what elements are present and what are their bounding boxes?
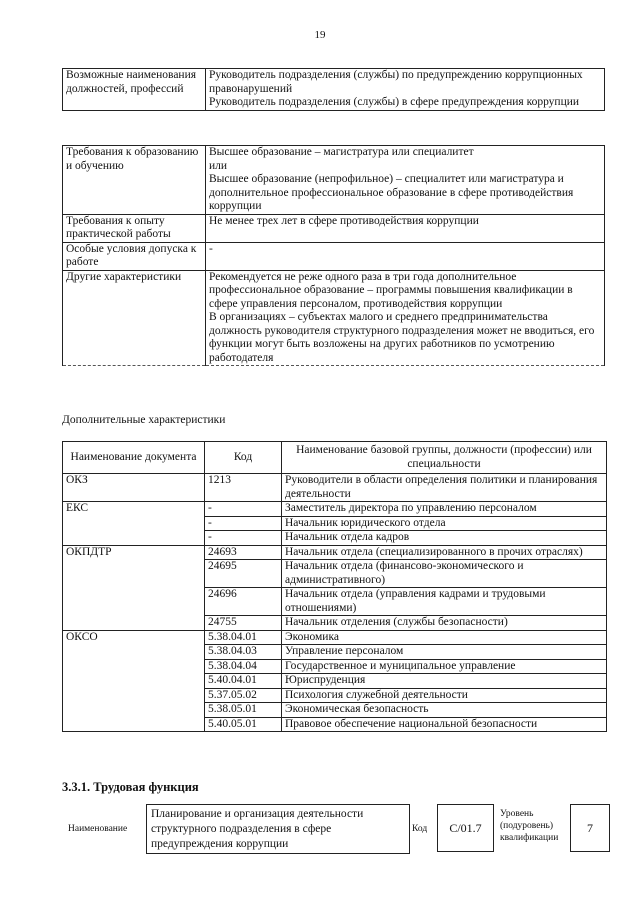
position-item: Руководитель подразделения (службы) по предупреждению коррупционных правонарушений: [209, 69, 583, 95]
header-name: Наименование базовой группы, должности (профессии) или специальности: [282, 442, 607, 474]
position-item: Руководитель подразделения (службы) в сфере предупреждения коррупции: [209, 96, 580, 108]
name-cell: Начальник отдела кадров: [282, 531, 607, 546]
req-line: Высшее образование – магистратура или специалитет: [209, 146, 474, 158]
req-line: В организациях – субъектах малого и среднего предпринимательства должность руководителя структурного подразделения может не вводиться, его функции могут быть возложены на других работников по усмотрению работодателя: [209, 311, 595, 364]
table-row: [63, 474, 607, 502]
req-line: Не менее трех лет в сфере противодействия коррупции: [209, 214, 479, 227]
req-value: [206, 146, 605, 215]
req-line: или: [209, 159, 228, 172]
doc-cell: ОКПДТР: [63, 545, 205, 630]
function-level: 7: [570, 804, 610, 852]
name-cell: Начальник отдела (специализированного в прочих отраслях): [282, 545, 607, 560]
name-cell: Государственное и муниципальное управление: [282, 659, 607, 674]
code-cell: 5.40.05.01: [205, 717, 282, 732]
req-label: Требования к опыту практической работы: [63, 214, 206, 242]
name-cell: Начальник юридического отдела: [282, 516, 607, 531]
req-label: Другие характеристики: [63, 270, 206, 366]
function-level-label: Уровень (подуровень) квалификации: [500, 809, 559, 843]
name-cell: Управление персоналом: [282, 645, 607, 660]
header-code: Код: [205, 442, 282, 474]
name-cell: Начальник отдела (финансово-экономического и административного): [282, 560, 607, 588]
page-number: 19: [314, 29, 326, 41]
name-cell: Начальник отделения (службы безопасности): [282, 616, 607, 631]
req-label: Требования к образованию и обучению: [63, 146, 206, 215]
positions-values: [206, 69, 605, 111]
req-line: Рекомендуется не реже одного раза в три года дополнительное профессиональное образование – программы повышения квалификации в сфере управления персоналом, противодействия коррупции: [209, 270, 573, 310]
code-cell: 5.38.05.01: [205, 703, 282, 718]
requirements-table: [62, 145, 605, 366]
section-title: 3.3.1. Трудовая функция: [62, 780, 199, 794]
code-cell: -: [205, 516, 282, 531]
name-cell: Экономическая безопасность: [282, 703, 607, 718]
name-cell: Начальник отдела (управления кадрами и трудовыми отношениями): [282, 588, 607, 616]
code-cell: -: [205, 502, 282, 517]
table-row: [63, 545, 607, 560]
code-cell: 5.38.04.01: [205, 630, 282, 645]
code-cell: -: [205, 531, 282, 546]
table-row: [63, 630, 607, 645]
name-cell: Правовое обеспечение национальной безопасности: [282, 717, 607, 732]
name-cell: Экономика: [282, 630, 607, 645]
header-doc: Наименование документа: [63, 442, 205, 474]
code-cell: 24696: [205, 588, 282, 616]
function-code-label: Код: [412, 824, 428, 834]
doc-cell: ОКСО: [63, 630, 205, 732]
req-value: [206, 242, 605, 270]
doc-cell: ЕКС: [63, 502, 205, 546]
function-code: C/01.7: [437, 804, 494, 852]
req-value: [206, 214, 605, 242]
code-cell: 24693: [205, 545, 282, 560]
code-cell: 5.38.04.04: [205, 659, 282, 674]
code-cell: 5.37.05.02: [205, 688, 282, 703]
additional-table: [62, 441, 607, 732]
name-cell: Психология служебной деятельности: [282, 688, 607, 703]
labor-function-block: [62, 804, 610, 852]
name-cell: Заместитель директора по управлению персоналом: [282, 502, 607, 517]
name-cell: Руководители в области определения политики и планирования деятельности: [282, 474, 607, 502]
code-cell: 24695: [205, 560, 282, 588]
code-cell: 5.38.04.03: [205, 645, 282, 660]
req-label: Особые условия допуска к работе: [63, 242, 206, 270]
req-line: Высшее образование (непрофильное) – специалитет или магистратура и дополнительное профессиональное образование в сфере противодействия коррупции: [209, 173, 574, 212]
table-row: [63, 502, 607, 517]
function-name: Планирование и организация деятельности структурного подразделения в сфере предупреждения коррупции: [146, 804, 410, 854]
positions-label: Возможные наименования должностей, профессий: [63, 69, 206, 111]
doc-cell: ОКЗ: [63, 474, 205, 502]
req-line: -: [209, 242, 213, 255]
name-cell: Юриспруденция: [282, 674, 607, 689]
req-value: [206, 270, 605, 366]
function-name-label: Наименование: [68, 824, 128, 834]
additional-title: Дополнительные характеристики: [62, 414, 226, 426]
code-cell: 5.40.04.01: [205, 674, 282, 689]
positions-table: [62, 68, 605, 111]
code-cell: 24755: [205, 616, 282, 631]
code-cell: 1213: [205, 474, 282, 502]
